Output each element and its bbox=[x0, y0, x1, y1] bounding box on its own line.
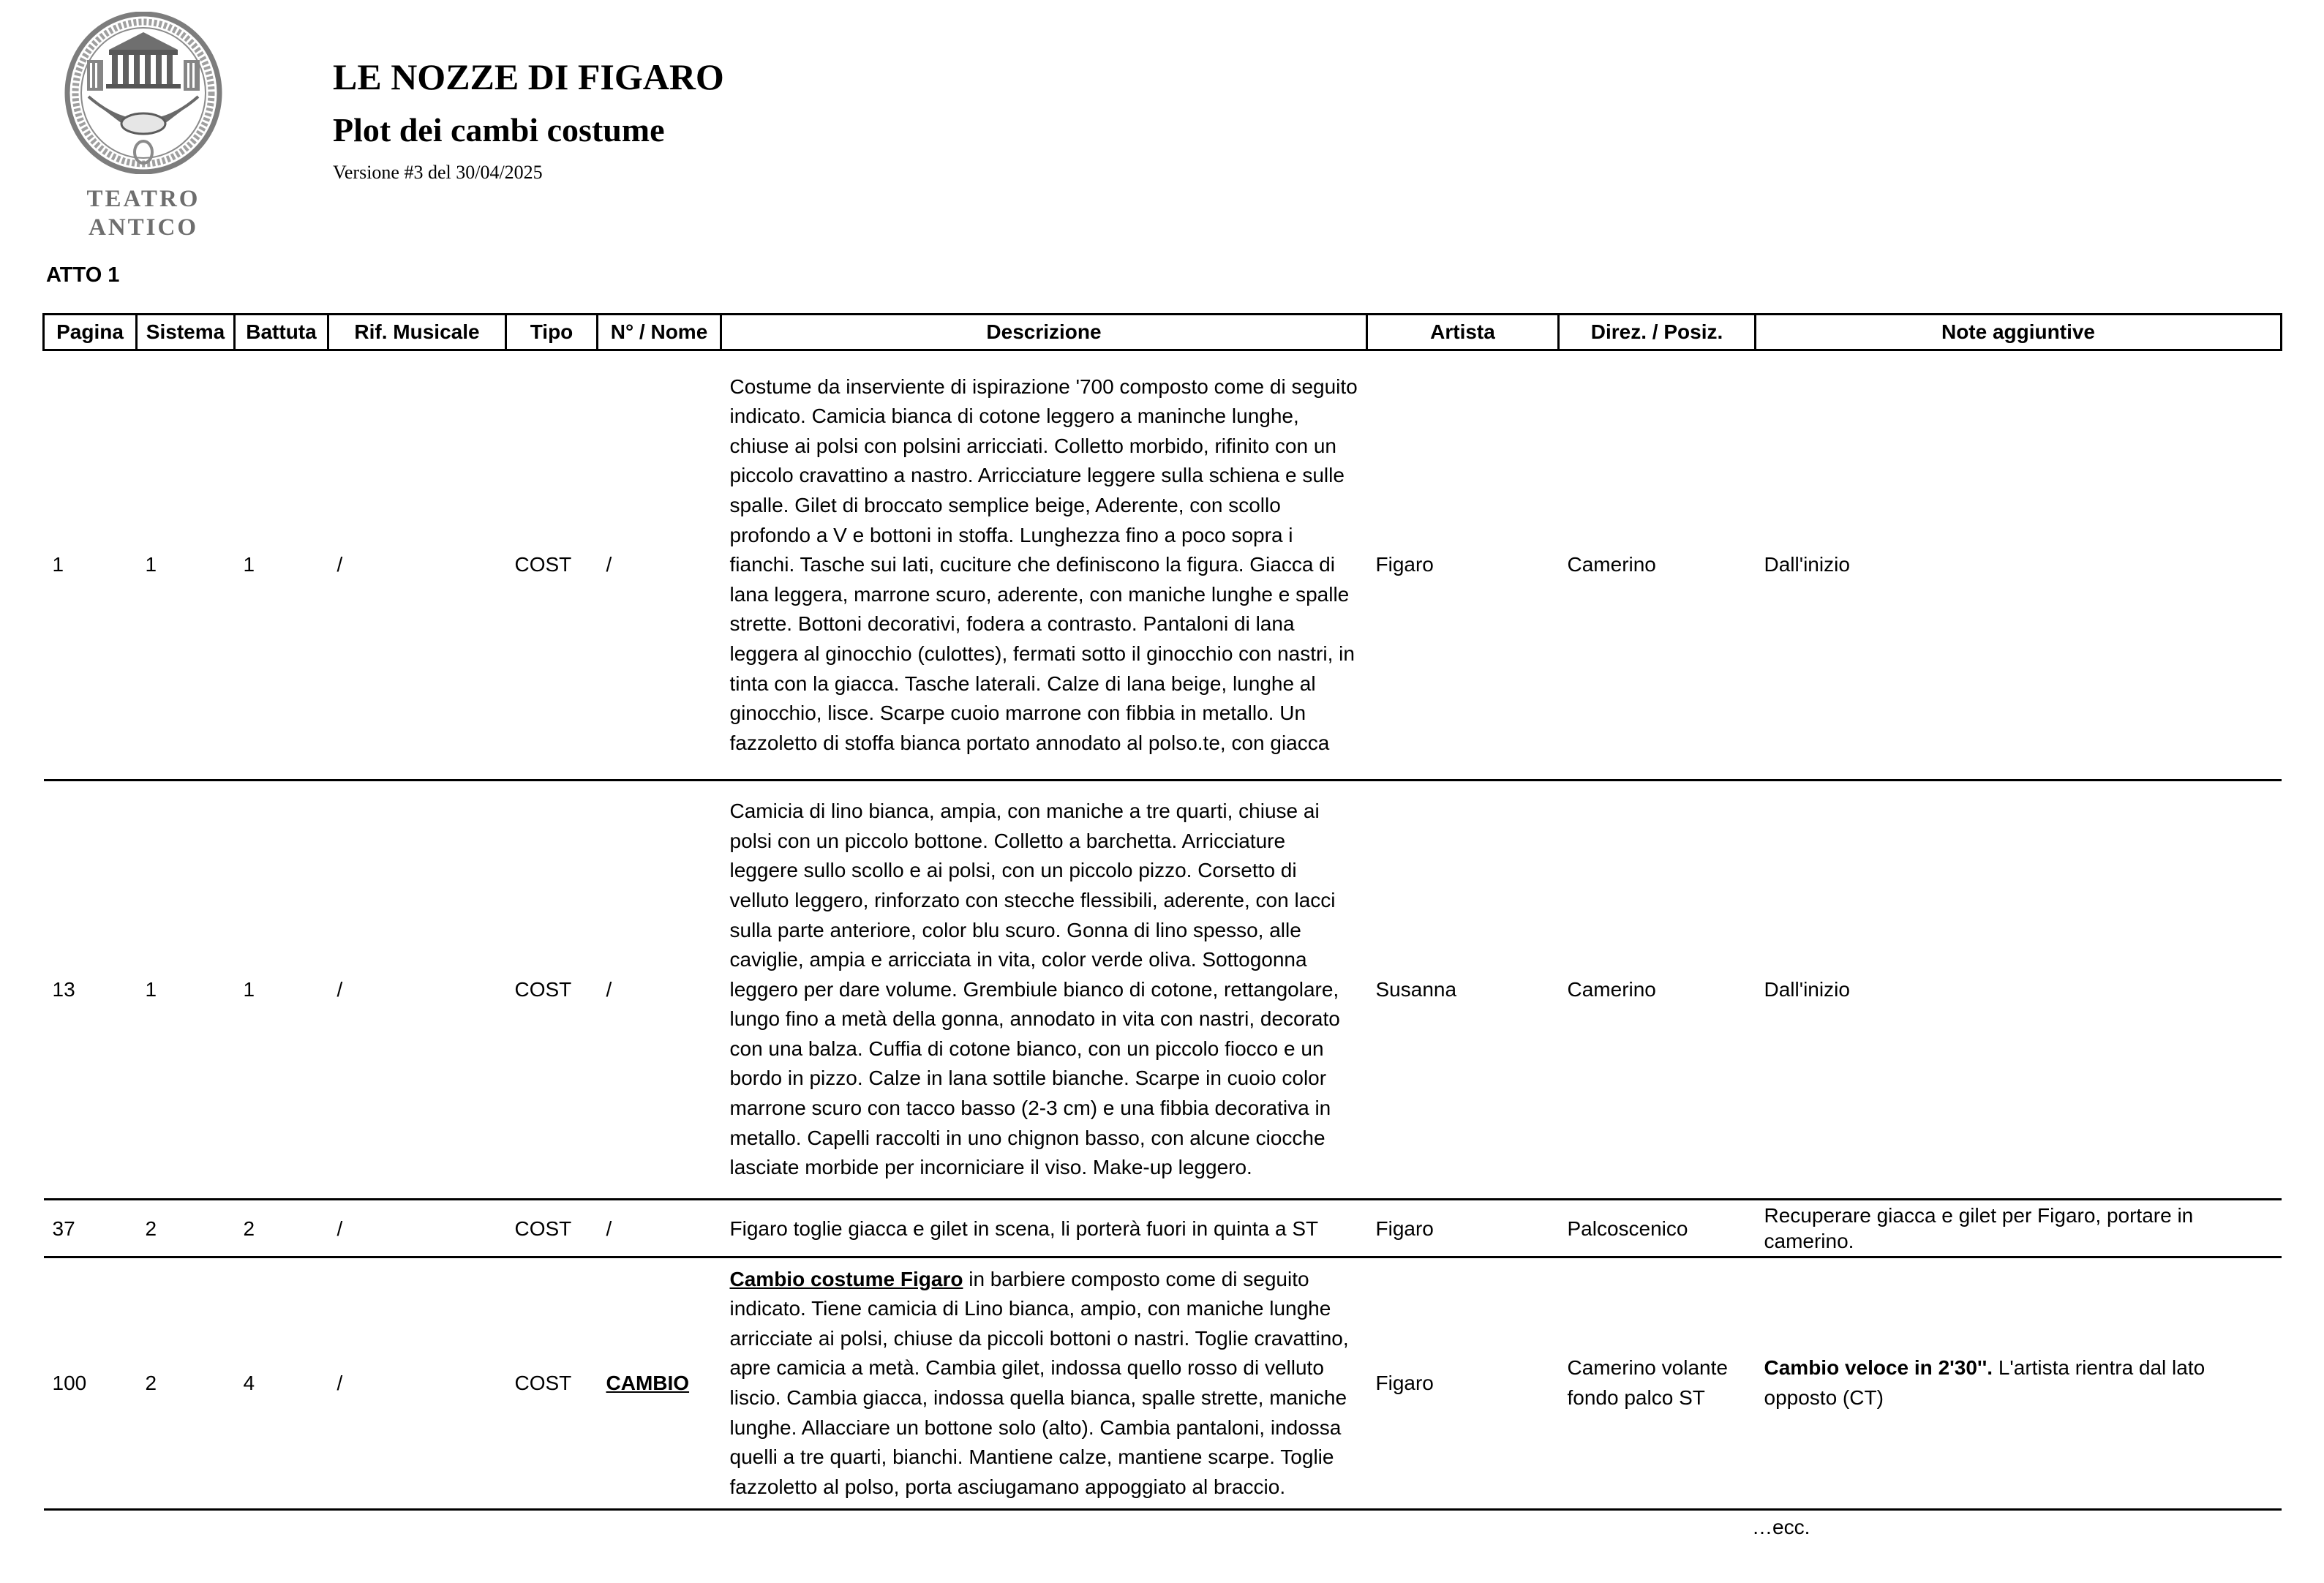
cell-battuta: 4 bbox=[235, 1257, 328, 1510]
cell-descrizione: Costume da inserviente di ispirazione '700 composto come di seguito indicato. Camicia bianca di cotone leggero a maninche lunghe, chiuse ai polsi con polsini arricciati. Colletto morbido, rifinito con un piccolo cravattino a nastro. Arricciature leggere sulla schiena e sulle spalle. Gilet di broccato semplice beige, Aderente, con scollo profondo a V e bottoni in stoffa. Lunghezza fino a poco sopra i fianchi. Tasche sui lati, cuciture che definiscono la figura. Giacca di lana leggera, marrone scuro, aderente, con maniche lunghe e spalle strette. Bottoni decorativi, fodera a contrasto. Pantaloni di lana leggera al ginocchio (culottes), fermati sotto il ginocchio con nastri, in tinta con la giacca. Tasche laterali. Calze di lana beige, lunghe al ginocchio, lisce. Scarpe cuoio marrone con fibbia in metallo. Un fazzoletto di stoffa bianca portato annodato al polso.te, con giacca bbox=[721, 350, 1367, 781]
cell-battuta: 1 bbox=[235, 350, 328, 781]
cell-note: Recuperare giacca e gilet per Figaro, portare in camerino. bbox=[1756, 1200, 2282, 1257]
cell-numero-nome: / bbox=[598, 1200, 721, 1257]
table-row bbox=[44, 781, 2282, 1200]
note-text: L'artista rientra dal lato opposto (CT) bbox=[1764, 1356, 2205, 1409]
document-version: Versione #3 del 30/04/2025 bbox=[333, 162, 543, 183]
col-header-tipo: Tipo bbox=[506, 315, 598, 350]
etcetera-label: …ecc. bbox=[1752, 1516, 1810, 1538]
col-header-descrizione: Descrizione bbox=[721, 315, 1367, 350]
cell-numero-nome: / bbox=[598, 350, 721, 781]
cell-descrizione: Figaro toglie giacca e gilet in scena, li porterà fuori in quinta a ST bbox=[721, 1200, 1367, 1257]
cell-numero-nome: / bbox=[598, 781, 721, 1200]
cell-direz-posiz: Camerino bbox=[1559, 781, 1756, 1200]
cell-rif-musicale: / bbox=[328, 1200, 506, 1257]
document-title: LE NOZZE DI FIGARO bbox=[333, 56, 724, 97]
act-label: ATTO 1 bbox=[46, 263, 120, 287]
cell-sistema: 1 bbox=[137, 350, 235, 781]
cell-rif-musicale: / bbox=[328, 1257, 506, 1510]
cell-direz-posiz: Camerino bbox=[1559, 350, 1756, 781]
cell-sistema: 1 bbox=[137, 781, 235, 1200]
table-row bbox=[44, 1200, 2282, 1257]
cell-pagina: 37 bbox=[44, 1200, 137, 1257]
cell-sistema: 2 bbox=[137, 1257, 235, 1510]
col-header-artista: Artista bbox=[1367, 315, 1559, 350]
document-subtitle: Plot dei cambi costume bbox=[333, 111, 665, 148]
cell-artista: Susanna bbox=[1367, 781, 1559, 1200]
cell-tipo: COST bbox=[506, 350, 598, 781]
cell-descrizione: Camicia di lino bianca, ampia, con maniche a tre quarti, chiuse ai polsi con un piccolo bottone. Colletto a barchetta. Arricciature leggere sullo scollo e ai polsi, con un piccolo pizzo. Corsetto di velluto leggero, rinforzato con stecche flessibili, aderente, con lacci sulla parte anteriore, color blu scuro. Gonna di lino spesso, alle caviglie, ampia e arricciata in vita, color verde oliva. Sottogonna leggero per dare volume. Grembiule bianco di cotone, rettangolare, lungo fino a metà della gonna, annodato in vita con nastri, decorato con una balza. Cuffia di cotone bianco, con un piccolo fiocco e un bordo in pizzo. Calze in lana sottile bianche. Scarpe in cuoio color marrone scuro con tacco basso (2-3 cm) e una fibbia decorativa in metallo. Capelli raccolti in uno chignon basso, con alcune ciocche lasciate morbide per incorniciare il viso. Make-up leggero. bbox=[721, 781, 1367, 1200]
cell-pagina: 1 bbox=[44, 350, 137, 781]
cambio-costume-label: Cambio costume Figaro bbox=[729, 1267, 963, 1290]
cell-tipo: COST bbox=[506, 1257, 598, 1510]
table-row bbox=[44, 1257, 2282, 1510]
cell-tipo: COST bbox=[506, 1200, 598, 1257]
cell-note bbox=[1756, 1257, 2282, 1510]
title-block bbox=[333, 56, 724, 183]
logo-text bbox=[62, 185, 225, 242]
col-header-numero-nome: N° / Nome bbox=[598, 315, 721, 350]
descrizione-text: in barbiere composto come di seguito indicato. Tiene camicia di Lino bianca, ampio, con maniche lunghe arricciate ai polsi, chiuse da piccoli bottoni o nastri. Toglie cravattino, apre camicia a metà. Cambia gilet, indossa quello rosso di velluto liscio. Cambia giacca, indossa quella bianca, spalle strette, maniche lunghe. Allacciare un bottone solo (alto). Cambia pantaloni, indossa quelli a tre quarti, bianchi. Mantiene calze, mantiene scarpe. Toglie fazzoletto al polso, porta asciugamano appoggiato al braccio. bbox=[729, 1267, 1349, 1498]
cell-descrizione bbox=[721, 1257, 1367, 1510]
cell-artista: Figaro bbox=[1367, 350, 1559, 781]
logo-text-line2: ANTICO bbox=[88, 214, 199, 241]
cell-pagina: 13 bbox=[44, 781, 137, 1200]
cell-tipo: COST bbox=[506, 781, 598, 1200]
cell-direz-posiz: Palcoscenico bbox=[1559, 1200, 1756, 1257]
logo-text-line1: TEATRO bbox=[86, 186, 200, 212]
cell-pagina: 100 bbox=[44, 1257, 137, 1510]
cell-note: Dall'inizio bbox=[1756, 350, 2282, 781]
table-row bbox=[44, 350, 2282, 781]
cell-rif-musicale: / bbox=[328, 350, 506, 781]
quick-change-label: Cambio veloce in 2'30''. bbox=[1764, 1356, 1993, 1380]
col-header-direz-posiz: Direz. / Posiz. bbox=[1559, 315, 1756, 350]
teatro-antico-logo bbox=[62, 12, 225, 242]
cell-battuta: 1 bbox=[235, 781, 328, 1200]
costume-plot-table bbox=[42, 313, 2282, 1511]
cell-numero-nome bbox=[598, 1257, 721, 1510]
cambio-tag: CAMBIO bbox=[606, 1371, 690, 1394]
theatre-emblem-icon bbox=[64, 12, 223, 174]
cell-battuta: 2 bbox=[235, 1200, 328, 1257]
cell-sistema: 2 bbox=[137, 1200, 235, 1257]
cell-rif-musicale: / bbox=[328, 781, 506, 1200]
cell-note: Dall'inizio bbox=[1756, 781, 2282, 1200]
cell-artista: Figaro bbox=[1367, 1200, 1559, 1257]
col-header-pagina: Pagina bbox=[44, 315, 137, 350]
cell-direz-posiz: Camerino volante fondo palco ST bbox=[1559, 1257, 1756, 1510]
col-header-sistema: Sistema bbox=[137, 315, 235, 350]
col-header-rif-musicale: Rif. Musicale bbox=[328, 315, 506, 350]
cell-artista: Figaro bbox=[1367, 1257, 1559, 1510]
col-header-note-aggiuntive: Note aggiuntive bbox=[1756, 315, 2282, 350]
col-header-battuta: Battuta bbox=[235, 315, 328, 350]
table-header-row bbox=[44, 315, 2282, 350]
